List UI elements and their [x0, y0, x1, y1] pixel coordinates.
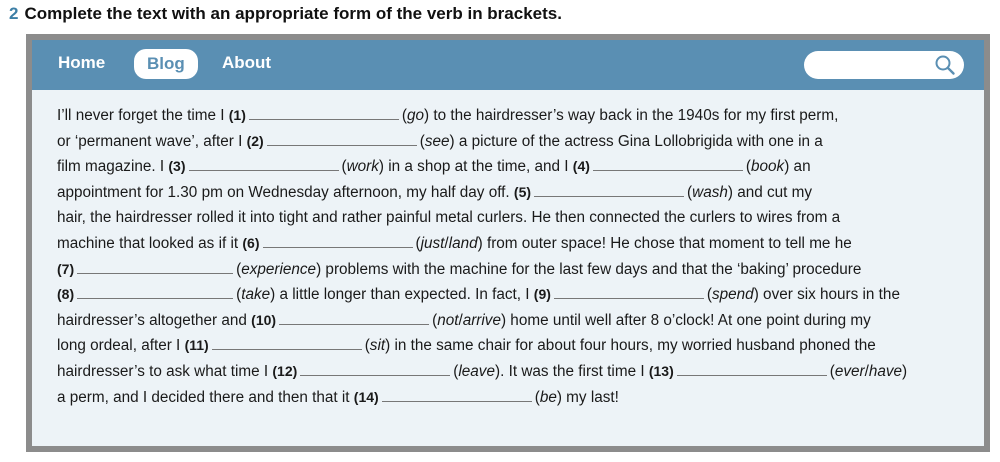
blog-post-content — [32, 90, 984, 446]
answer-gap-6[interactable] — [263, 237, 413, 248]
verb-hint: just — [420, 234, 445, 252]
gap-number: (8) — [57, 286, 75, 303]
answer-gap-2[interactable] — [267, 135, 417, 146]
answer-gap-5[interactable] — [534, 186, 684, 197]
verb-hint: take — [241, 286, 271, 304]
nav-about-link[interactable]: About — [222, 53, 272, 72]
verb-hint: not — [437, 311, 459, 329]
verb-hint: work — [346, 158, 379, 176]
verb-hint: book — [751, 158, 785, 176]
gap-number: (3) — [168, 158, 186, 175]
gap-number: (2) — [246, 132, 264, 149]
verb-hint: arrive — [462, 311, 501, 329]
answer-gap-4[interactable] — [593, 160, 743, 171]
answer-gap-11[interactable] — [212, 339, 362, 350]
answer-gap-13[interactable] — [677, 365, 827, 376]
nav-blog-link[interactable]: Blog — [134, 49, 198, 79]
answer-gap-1[interactable] — [249, 109, 399, 120]
gap-number: (4) — [572, 158, 590, 175]
gap-number: (11) — [184, 337, 209, 354]
gap-number: (5) — [513, 183, 532, 200]
gap-number: (7) — [57, 260, 75, 277]
nav-bar — [32, 40, 984, 90]
blog-frame — [26, 34, 990, 452]
gap-fill-passage: I’ll never forget the time I (1) (go) to the hairdresser’s way back in the 1940s for my first perm, or ‘permanent wave’, after I (2) (see) a picture of the actress Gina Lollobrigida with one in a film magazine. I (3) (work) in a shop at the time, and I (4) (book) an appointment for 1.30 pm on Wednesday afternoon, my half day off. (5) (wash) and cut my hair, the hairdresser rolled it into tight and rather painful metal curlers. He then connected the curlers to wires from a machine that looked as if it (6) (just/land) from outer space! He chose that moment to tell me he (7) (experience) problems with the machine for the last few days and that the ‘baking’ procedure (8) (take) a little longer than expected. In fact, I (9) (spend) over six hours in the hairdresser’s altogether and (10) (not/arrive) home until well after 8 o’clock! At one point during my long ordeal, after I (11) (sit) in the same chair for about four hours, my worried husband phoned the hairdresser’s to ask what time I (12) (leave). It was the first time I (13) (ever/have) a perm, and I decided there and then that it (14) (be) my last! — [57, 107, 908, 406]
answer-gap-12[interactable] — [300, 365, 450, 376]
answer-gap-7[interactable] — [77, 263, 233, 274]
answer-gap-14[interactable] — [382, 391, 532, 402]
answer-gap-10[interactable] — [279, 314, 429, 325]
verb-hint: experience — [241, 260, 317, 278]
verb-hint: sit — [369, 337, 386, 355]
verb-hint: land — [448, 234, 478, 252]
gap-number: (14) — [353, 388, 379, 405]
verb-hint: spend — [712, 286, 754, 304]
verb-hint: have — [868, 362, 903, 380]
nav-home-link[interactable]: Home — [58, 53, 106, 72]
verb-hint: ever — [834, 362, 865, 380]
gap-number: (1) — [228, 107, 246, 123]
exercise-number: 2 — [9, 4, 19, 23]
answer-gap-8[interactable] — [77, 288, 233, 299]
verb-hint: go — [406, 107, 424, 124]
verb-hint: see — [424, 132, 450, 150]
verb-hint: wash — [692, 183, 728, 201]
verb-hint: leave — [458, 362, 495, 380]
answer-gap-9[interactable] — [554, 288, 704, 299]
exercise-instruction: Complete the text with an appropriate form of the verb in brackets. — [24, 4, 562, 23]
search-icon[interactable] — [934, 54, 956, 81]
answer-gap-3[interactable] — [189, 160, 339, 171]
exercise-heading — [9, 4, 562, 24]
gap-number: (13) — [648, 362, 674, 379]
gap-number: (10) — [251, 311, 277, 328]
gap-number: (6) — [242, 234, 260, 251]
verb-hint: be — [539, 388, 557, 406]
search-input[interactable] — [804, 51, 964, 79]
gap-number: (12) — [272, 362, 298, 379]
gap-number: (9) — [533, 286, 551, 303]
